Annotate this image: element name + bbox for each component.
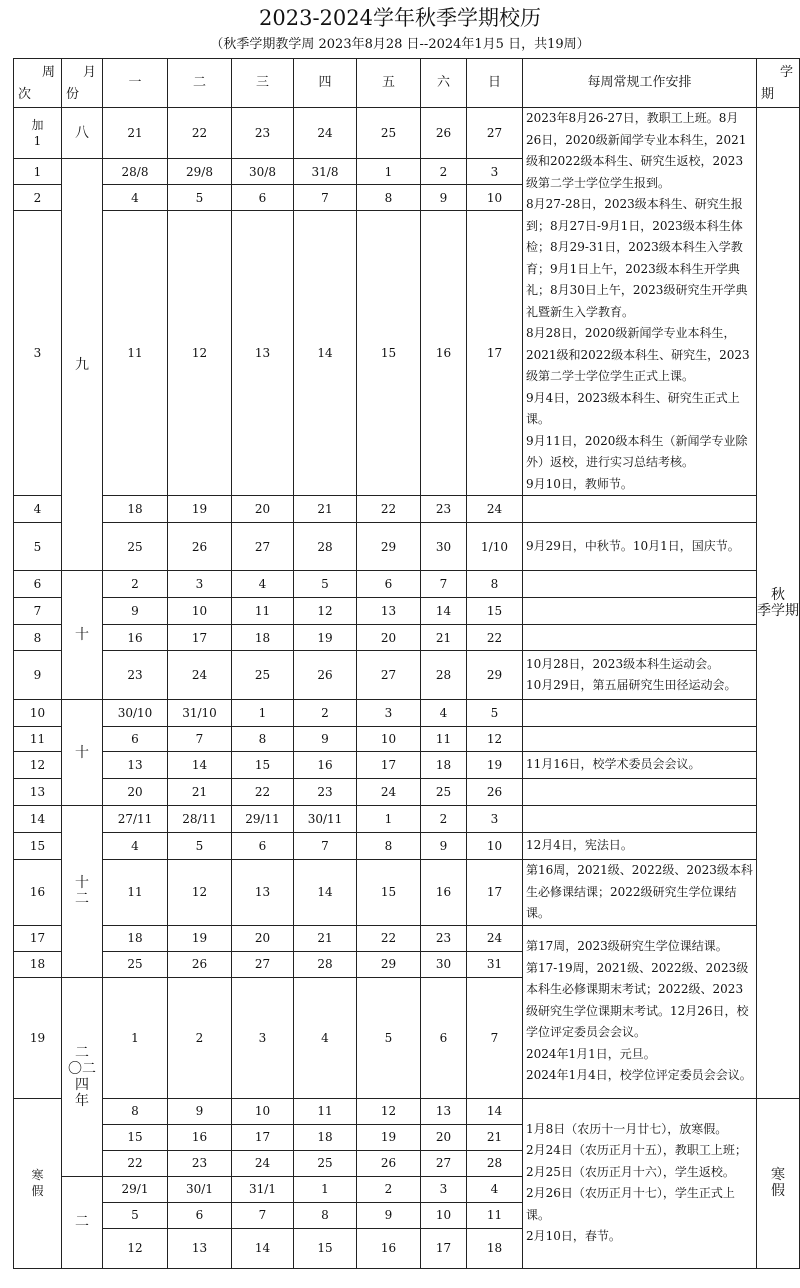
day-cell: 17 bbox=[357, 752, 421, 779]
day-cell: 4 bbox=[294, 977, 357, 1098]
month-cell: 九 bbox=[62, 159, 103, 571]
day-cell: 13 bbox=[421, 1098, 467, 1124]
day-cell: 17 bbox=[168, 625, 232, 651]
notes-cell: 10月28日，2023级本科生运动会。 10月29日，第五届研究生田径运动会。 bbox=[523, 651, 757, 700]
day-cell: 23 bbox=[294, 779, 357, 806]
week-number: 15 bbox=[14, 833, 62, 860]
day-cell: 27/11 bbox=[103, 806, 168, 833]
day-cell: 3 bbox=[232, 977, 294, 1098]
day-cell: 25 bbox=[421, 779, 467, 806]
month-cell: 十 二 bbox=[62, 806, 103, 978]
day-cell: 12 bbox=[168, 860, 232, 926]
weekday-header: 四 bbox=[294, 59, 357, 108]
day-cell: 30 bbox=[421, 951, 467, 977]
week-number: 4 bbox=[14, 496, 62, 523]
day-cell: 9 bbox=[421, 185, 467, 211]
day-cell: 2 bbox=[421, 159, 467, 185]
term-header: 学 期 bbox=[757, 59, 800, 108]
week-number: 11 bbox=[14, 727, 62, 752]
day-cell: 1/10 bbox=[467, 523, 523, 571]
day-cell: 25 bbox=[103, 951, 168, 977]
day-cell: 14 bbox=[294, 860, 357, 926]
day-cell: 15 bbox=[357, 211, 421, 496]
day-cell: 29 bbox=[357, 523, 421, 571]
week-row bbox=[14, 523, 800, 571]
day-cell: 1 bbox=[103, 977, 168, 1098]
day-cell: 31/10 bbox=[168, 700, 232, 727]
day-cell: 4 bbox=[467, 1176, 523, 1202]
week-number: 13 bbox=[14, 779, 62, 806]
week-number: 1 bbox=[14, 159, 62, 185]
day-cell: 13 bbox=[168, 1228, 232, 1268]
day-cell: 9 bbox=[421, 833, 467, 860]
day-cell: 13 bbox=[103, 752, 168, 779]
day-cell: 20 bbox=[103, 779, 168, 806]
week-row bbox=[14, 752, 800, 779]
week-number: 19 bbox=[14, 977, 62, 1098]
day-cell: 2 bbox=[103, 571, 168, 598]
header-row bbox=[14, 59, 800, 108]
day-cell: 21 bbox=[294, 925, 357, 951]
day-cell: 21 bbox=[103, 108, 168, 159]
day-cell: 16 bbox=[294, 752, 357, 779]
day-cell: 7 bbox=[294, 833, 357, 860]
notes-cell: 第17周，2023级研究生学位课结课。 第17-19周，2021级、2022级、2023级本科生必修课期末考试；2022级、2023级研究生学位课期末考试。12月26日，校学位评定委员会会议。 2024年1月1日，元旦。 2024年1月4日，校学位评定委员会会议。 bbox=[523, 925, 757, 1098]
day-cell: 30/10 bbox=[103, 700, 168, 727]
notes-cell: 9月29日，中秋节。10月1日，国庆节。 bbox=[523, 523, 757, 571]
day-cell: 10 bbox=[168, 598, 232, 625]
day-cell: 18 bbox=[103, 496, 168, 523]
day-cell: 20 bbox=[232, 496, 294, 523]
day-cell: 8 bbox=[232, 727, 294, 752]
day-cell: 12 bbox=[168, 211, 232, 496]
day-cell: 29/11 bbox=[232, 806, 294, 833]
week-number: 6 bbox=[14, 571, 62, 598]
day-cell: 2 bbox=[357, 1176, 421, 1202]
weekday-header: 五 bbox=[357, 59, 421, 108]
day-cell: 5 bbox=[168, 833, 232, 860]
day-cell: 26 bbox=[421, 108, 467, 159]
day-cell: 14 bbox=[421, 598, 467, 625]
day-cell: 7 bbox=[421, 571, 467, 598]
day-cell: 8 bbox=[467, 571, 523, 598]
day-cell: 5 bbox=[467, 700, 523, 727]
day-cell: 14 bbox=[467, 1098, 523, 1124]
day-cell: 18 bbox=[467, 1228, 523, 1268]
notes-cell bbox=[523, 806, 757, 833]
day-cell: 20 bbox=[232, 925, 294, 951]
day-cell: 12 bbox=[467, 727, 523, 752]
day-cell: 28 bbox=[294, 523, 357, 571]
day-cell: 2 bbox=[294, 700, 357, 727]
day-cell: 24 bbox=[357, 779, 421, 806]
notes-cell bbox=[523, 598, 757, 625]
day-cell: 9 bbox=[103, 598, 168, 625]
day-cell: 23 bbox=[232, 108, 294, 159]
day-cell: 31/8 bbox=[294, 159, 357, 185]
day-cell: 20 bbox=[357, 625, 421, 651]
day-cell: 17 bbox=[467, 211, 523, 496]
day-cell: 11 bbox=[294, 1098, 357, 1124]
week-row bbox=[14, 108, 800, 159]
day-cell: 11 bbox=[103, 211, 168, 496]
day-cell: 5 bbox=[168, 185, 232, 211]
day-cell: 4 bbox=[103, 833, 168, 860]
day-cell: 27 bbox=[467, 108, 523, 159]
day-cell: 8 bbox=[103, 1098, 168, 1124]
day-cell: 16 bbox=[421, 860, 467, 926]
notes-cell bbox=[523, 700, 757, 727]
day-cell: 22 bbox=[467, 625, 523, 651]
month-cell: 十 bbox=[62, 700, 103, 806]
month-cell: 二 bbox=[62, 1176, 103, 1268]
day-cell: 25 bbox=[294, 1150, 357, 1176]
day-cell: 8 bbox=[357, 833, 421, 860]
day-cell: 3 bbox=[421, 1176, 467, 1202]
day-cell: 11 bbox=[421, 727, 467, 752]
day-cell: 18 bbox=[421, 752, 467, 779]
day-cell: 28/8 bbox=[103, 159, 168, 185]
day-cell: 14 bbox=[168, 752, 232, 779]
day-cell: 9 bbox=[294, 727, 357, 752]
day-cell: 13 bbox=[357, 598, 421, 625]
notes-cell bbox=[523, 625, 757, 651]
day-cell: 11 bbox=[232, 598, 294, 625]
weekday-header: 日 bbox=[467, 59, 523, 108]
page-subtitle: （秋季学期教学周 2023年8月28 日--2024年1月5 日，共19周） bbox=[210, 37, 590, 52]
week-row bbox=[14, 1098, 800, 1124]
day-cell: 1 bbox=[294, 1176, 357, 1202]
day-cell: 7 bbox=[168, 727, 232, 752]
day-cell: 8 bbox=[357, 185, 421, 211]
day-cell: 9 bbox=[357, 1202, 421, 1228]
week-row bbox=[14, 727, 800, 752]
day-cell: 29/1 bbox=[103, 1176, 168, 1202]
day-cell: 2 bbox=[168, 977, 232, 1098]
day-cell: 23 bbox=[421, 496, 467, 523]
day-cell: 18 bbox=[232, 625, 294, 651]
day-cell: 4 bbox=[103, 185, 168, 211]
day-cell: 26 bbox=[357, 1150, 421, 1176]
day-cell: 14 bbox=[232, 1228, 294, 1268]
day-cell: 26 bbox=[168, 951, 232, 977]
day-cell: 24 bbox=[168, 651, 232, 700]
day-cell: 22 bbox=[168, 108, 232, 159]
day-cell: 24 bbox=[467, 496, 523, 523]
day-cell: 19 bbox=[168, 496, 232, 523]
day-cell: 6 bbox=[232, 185, 294, 211]
day-cell: 7 bbox=[294, 185, 357, 211]
week-number: 3 bbox=[14, 211, 62, 496]
week-row bbox=[14, 625, 800, 651]
month-cell: 十 bbox=[62, 571, 103, 700]
day-cell: 19 bbox=[467, 752, 523, 779]
day-cell: 15 bbox=[294, 1228, 357, 1268]
day-cell: 5 bbox=[357, 977, 421, 1098]
notes-cell: 1月8日（农历十一月廿七），放寒假。 2月24日（农历正月十五），教职工上班；2月25日（农历正月十六），学生返校。 2月26日（农历正月十七），学生正式上课。 2月10日，春节。 bbox=[523, 1098, 757, 1268]
notes-header: 每周常规工作安排 bbox=[523, 59, 757, 108]
day-cell: 30/8 bbox=[232, 159, 294, 185]
day-cell: 5 bbox=[103, 1202, 168, 1228]
day-cell: 30/11 bbox=[294, 806, 357, 833]
month-cell: 二 〇二四 年 bbox=[62, 977, 103, 1176]
notes-cell: 第16周，2021级、2022级、2023级本科生必修课结课；2022级研究生学位课结课。 bbox=[523, 860, 757, 926]
day-cell: 7 bbox=[232, 1202, 294, 1228]
day-cell: 15 bbox=[103, 1124, 168, 1150]
day-cell: 31/1 bbox=[232, 1176, 294, 1202]
day-cell: 27 bbox=[357, 651, 421, 700]
day-cell: 1 bbox=[357, 806, 421, 833]
day-cell: 28/11 bbox=[168, 806, 232, 833]
day-cell: 10 bbox=[232, 1098, 294, 1124]
day-cell: 3 bbox=[168, 571, 232, 598]
notes-cell: 2023年8月26-27日，教职工上班。8月26日，2020级新闻学专业本科生，2021级和2022级本科生、研究生返校，2023级第二学士学位学生报到。 8月27-28日，2023级本科生、研究生报到；8月27日-9月1日，2023级本科生体检；8月29-31日，2023级本科生入学教育；9月1日上午，2023级本科生开学典礼；8月30日上午，2023级研究生开学典礼暨新生入学教育。 8月28日，2020级新闻学专业本科生，2021级和2022级本科生、研究生，2023级第二学士学位学生正式上课。 9月4日，2023级本科生、研究生正式上课。 9月11日，2020级本科生（新闻学专业除外）返校，进行实习总结考核。 9月10日，教师节。 bbox=[523, 108, 757, 496]
weekday-header: 三 bbox=[232, 59, 294, 108]
day-cell: 1 bbox=[357, 159, 421, 185]
day-cell: 10 bbox=[467, 833, 523, 860]
day-cell: 8 bbox=[294, 1202, 357, 1228]
day-cell: 23 bbox=[103, 651, 168, 700]
day-cell: 18 bbox=[294, 1124, 357, 1150]
week-number: 18 bbox=[14, 951, 62, 977]
day-cell: 22 bbox=[357, 925, 421, 951]
day-cell: 19 bbox=[168, 925, 232, 951]
day-cell: 16 bbox=[357, 1228, 421, 1268]
week-row bbox=[14, 806, 800, 833]
day-cell: 16 bbox=[103, 625, 168, 651]
day-cell: 17 bbox=[467, 860, 523, 926]
week-row bbox=[14, 598, 800, 625]
day-cell: 31 bbox=[467, 951, 523, 977]
notes-cell: 11月16日，校学术委员会会议。 bbox=[523, 752, 757, 779]
day-cell: 3 bbox=[467, 806, 523, 833]
day-cell: 21 bbox=[421, 625, 467, 651]
day-cell: 21 bbox=[168, 779, 232, 806]
day-cell: 23 bbox=[168, 1150, 232, 1176]
term-winter: 寒 假 bbox=[757, 1098, 800, 1268]
day-cell: 29 bbox=[467, 651, 523, 700]
day-cell: 18 bbox=[103, 925, 168, 951]
day-cell: 12 bbox=[294, 598, 357, 625]
day-cell: 29 bbox=[357, 951, 421, 977]
day-cell: 26 bbox=[168, 523, 232, 571]
day-cell: 7 bbox=[467, 977, 523, 1098]
day-cell: 26 bbox=[294, 651, 357, 700]
day-cell: 6 bbox=[168, 1202, 232, 1228]
day-cell: 22 bbox=[357, 496, 421, 523]
day-cell: 6 bbox=[421, 977, 467, 1098]
day-cell: 27 bbox=[232, 951, 294, 977]
day-cell: 13 bbox=[232, 211, 294, 496]
day-cell: 20 bbox=[421, 1124, 467, 1150]
weekday-header: 一 bbox=[103, 59, 168, 108]
notes-cell bbox=[523, 779, 757, 806]
day-cell: 21 bbox=[467, 1124, 523, 1150]
week-row bbox=[14, 571, 800, 598]
day-cell: 16 bbox=[168, 1124, 232, 1150]
week-number: 14 bbox=[14, 806, 62, 833]
week-number: 10 bbox=[14, 700, 62, 727]
weekday-header: 二 bbox=[168, 59, 232, 108]
day-cell: 17 bbox=[421, 1228, 467, 1268]
day-cell: 3 bbox=[467, 159, 523, 185]
day-cell: 24 bbox=[294, 108, 357, 159]
day-cell: 21 bbox=[294, 496, 357, 523]
day-cell: 17 bbox=[232, 1124, 294, 1150]
week-row bbox=[14, 779, 800, 806]
day-cell: 1 bbox=[232, 700, 294, 727]
day-cell: 6 bbox=[232, 833, 294, 860]
day-cell: 30/1 bbox=[168, 1176, 232, 1202]
day-cell: 6 bbox=[103, 727, 168, 752]
notes-cell: 12月4日，宪法日。 bbox=[523, 833, 757, 860]
day-cell: 25 bbox=[357, 108, 421, 159]
week-number: 2 bbox=[14, 185, 62, 211]
day-cell: 25 bbox=[232, 651, 294, 700]
day-cell: 22 bbox=[232, 779, 294, 806]
day-cell: 11 bbox=[103, 860, 168, 926]
weekday-header: 六 bbox=[421, 59, 467, 108]
day-cell: 19 bbox=[357, 1124, 421, 1150]
notes-cell bbox=[523, 571, 757, 598]
day-cell: 28 bbox=[294, 951, 357, 977]
notes-cell bbox=[523, 496, 757, 523]
term-autumn: 秋 季学期 bbox=[757, 108, 800, 1099]
day-cell: 14 bbox=[294, 211, 357, 496]
day-cell: 24 bbox=[467, 925, 523, 951]
day-cell: 4 bbox=[232, 571, 294, 598]
day-cell: 13 bbox=[232, 860, 294, 926]
notes-cell bbox=[523, 727, 757, 752]
winter-label: 寒 假 bbox=[14, 1098, 62, 1268]
day-cell: 11 bbox=[467, 1202, 523, 1228]
day-cell: 28 bbox=[421, 651, 467, 700]
day-cell: 27 bbox=[232, 523, 294, 571]
day-cell: 10 bbox=[357, 727, 421, 752]
day-cell: 2 bbox=[421, 806, 467, 833]
day-cell: 16 bbox=[421, 211, 467, 496]
month-header: 月 份 bbox=[62, 59, 103, 108]
day-cell: 15 bbox=[357, 860, 421, 926]
week-header: 周 次 bbox=[14, 59, 62, 108]
day-cell: 10 bbox=[421, 1202, 467, 1228]
day-cell: 4 bbox=[421, 700, 467, 727]
week-row bbox=[14, 496, 800, 523]
week-row bbox=[14, 833, 800, 860]
day-cell: 30 bbox=[421, 523, 467, 571]
page-title: 2023-2024学年秋季学期校历 bbox=[259, 6, 541, 30]
week-row bbox=[14, 860, 800, 926]
day-cell: 3 bbox=[357, 700, 421, 727]
calendar-table bbox=[13, 58, 800, 1269]
day-cell: 22 bbox=[103, 1150, 168, 1176]
week-number: 7 bbox=[14, 598, 62, 625]
day-cell: 24 bbox=[232, 1150, 294, 1176]
day-cell: 15 bbox=[467, 598, 523, 625]
day-cell: 23 bbox=[421, 925, 467, 951]
week-number: 17 bbox=[14, 925, 62, 951]
day-cell: 26 bbox=[467, 779, 523, 806]
day-cell: 12 bbox=[357, 1098, 421, 1124]
day-cell: 10 bbox=[467, 185, 523, 211]
week-row bbox=[14, 651, 800, 700]
day-cell: 9 bbox=[168, 1098, 232, 1124]
week-number: 16 bbox=[14, 860, 62, 926]
day-cell: 27 bbox=[421, 1150, 467, 1176]
day-cell: 25 bbox=[103, 523, 168, 571]
day-cell: 15 bbox=[232, 752, 294, 779]
day-cell: 29/8 bbox=[168, 159, 232, 185]
day-cell: 5 bbox=[294, 571, 357, 598]
month-cell: 八 bbox=[62, 108, 103, 159]
day-cell: 12 bbox=[103, 1228, 168, 1268]
week-number: 8 bbox=[14, 625, 62, 651]
week-number: 9 bbox=[14, 651, 62, 700]
day-cell: 6 bbox=[357, 571, 421, 598]
day-cell: 19 bbox=[294, 625, 357, 651]
week-number: 12 bbox=[14, 752, 62, 779]
week-number: 加 1 bbox=[14, 108, 62, 159]
day-cell: 28 bbox=[467, 1150, 523, 1176]
week-row bbox=[14, 700, 800, 727]
week-row bbox=[14, 925, 800, 951]
week-number: 5 bbox=[14, 523, 62, 571]
